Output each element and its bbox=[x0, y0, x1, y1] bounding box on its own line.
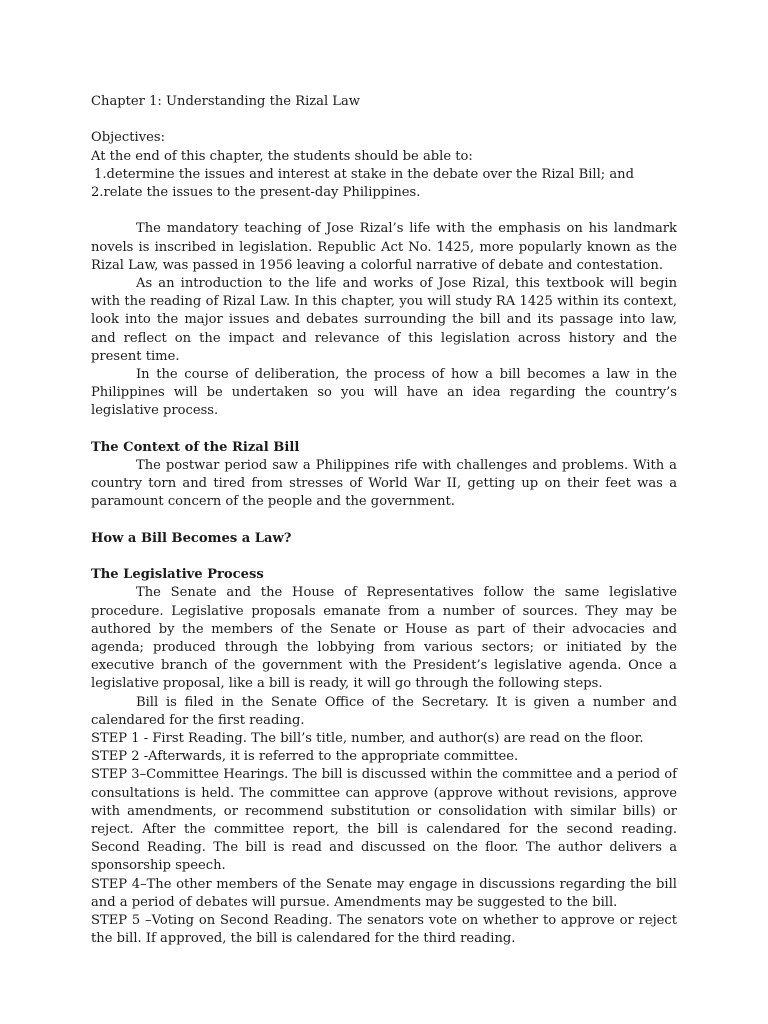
objectives-intro: At the end of this chapter, the students should be able to: bbox=[91, 148, 473, 164]
step-1: STEP 1 - First Reading. The bill’s title, number, and author(s) are read on the floor. bbox=[91, 731, 644, 747]
objective-item-2: 2.relate the issues to the present-day Philippines. bbox=[91, 185, 421, 200]
spacer bbox=[91, 111, 677, 129]
context-heading: The Context of the Rizal Bill bbox=[91, 439, 300, 455]
context-paragraph: The postwar period saw a Philippines rife with challenges and problems. With a country torn and tired from stresses of World War II, getting up on their feet was a paramount concern of the people and the government. bbox=[91, 458, 677, 510]
spacer bbox=[91, 421, 677, 439]
bill-law-heading: How a Bill Becomes a Law? bbox=[91, 530, 292, 546]
step-4: STEP 4–The other members of the Senate may engage in discussions regarding the bill and a period of debates will pursue. Amendments may be suggested to the bill. bbox=[91, 876, 677, 910]
step-3: STEP 3–Committee Hearings. The bill is discussed within the committee and a period of consultations is held. The committee can approve (approve without revisions, approve with amendments, or recommend substitution or consolidation with similar bills) or reject. After the committee report, the bill is calendared for the second reading. Second Reading. The bill is read and discussed on the floor. The author delivers a sponsorship speech. bbox=[91, 767, 677, 874]
spacer bbox=[91, 548, 677, 566]
spacer bbox=[91, 512, 677, 530]
intro-paragraph-2: As an introduction to the life and works of Jose Rizal, this textbook will begin with the reading of Rizal Law. In this chapter, you will study RA 1425 within its context, look into the major issues and debates surrounding the bill and its passage into law, and reflect on the impact and relevance of this legislation across history and the present time. bbox=[91, 276, 677, 364]
step-5: STEP 5 –Voting on Second Reading. The senators vote on whether to approve or reject the bill. If approved, the bill is calendared for the third reading. bbox=[91, 913, 677, 947]
legislative-paragraph-1: The Senate and the House of Representatives follow the same legislative procedure. Legislative proposals emanate from a number of sources. They may be authored by the members of the Senate or House as part of their advocacies and agenda; produced through the lobbying from various sectors; or initiated by the executive branch of the government with the President’s legislative agenda. Once a legislative proposal, like a bill is ready, it will go through the following steps. bbox=[91, 585, 677, 692]
legislative-paragraph-2: Bill is filed in the Senate Office of the Secretary. It is given a number and calendared for the first reading. bbox=[91, 694, 677, 728]
objectives-label: Objectives: bbox=[91, 130, 165, 146]
step-2: STEP 2 -Afterwards, it is referred to the appropriate committee. bbox=[91, 749, 519, 765]
objective-item-1: 1.determine the issues and interest at stake in the debate over the Rizal Bill; and bbox=[94, 166, 634, 182]
legislative-heading: The Legislative Process bbox=[91, 567, 264, 583]
chapter-title: Chapter 1: Understanding the Rizal Law bbox=[91, 94, 361, 109]
intro-paragraph-3: In the course of deliberation, the process of how a bill becomes a law in the Philippines will be undertaken so you will have an idea regarding the country’s legislative process. bbox=[91, 367, 677, 419]
intro-paragraph-1: The mandatory teaching of Jose Rizal’s life with the emphasis on his landmark novels is inscribed in legislation. Republic Act No. 1425, more popularly known as the Rizal Law, was passed in 1956 leaving a colorful narrative of debate and contestation. bbox=[91, 221, 677, 273]
document-body bbox=[91, 93, 677, 948]
spacer bbox=[91, 202, 677, 220]
